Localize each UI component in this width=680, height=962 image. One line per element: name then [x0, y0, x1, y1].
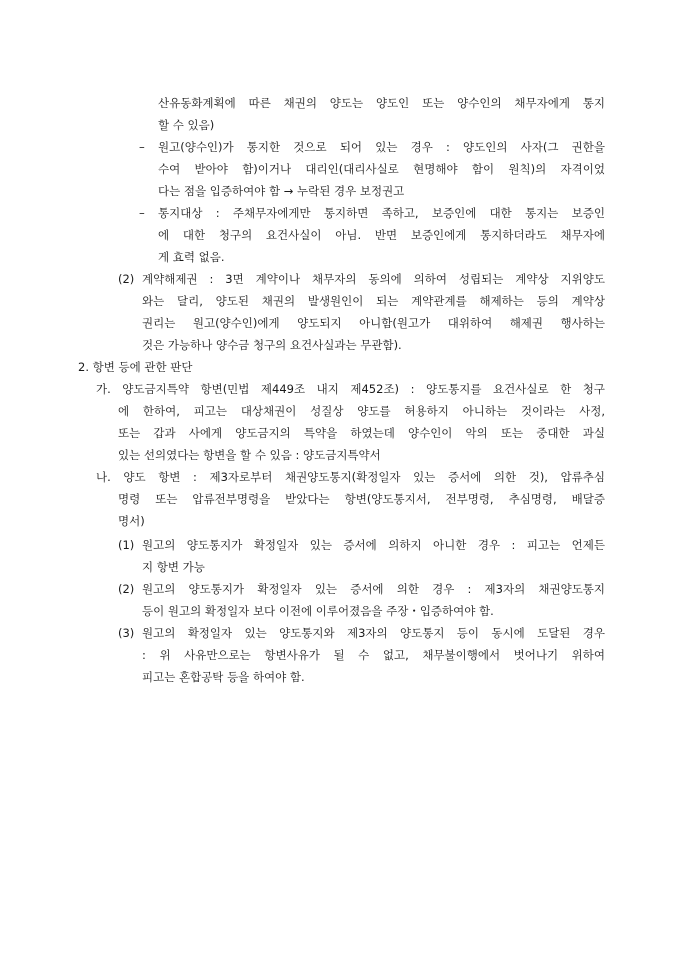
- text-line: 명령 또는 압류전부명령을 받았다는 항변(양도통지서, 전부명령, 추심명령, 배달증: [118, 492, 605, 506]
- list-number: (3): [118, 626, 135, 640]
- text-line: : 위 사유만으로는 항변사유가 될 수 없고, 채무불이행에서 벗어나기 위하여: [142, 648, 605, 662]
- text-line: 수여 받아야 함)이거나 대리인(대리사실로 현명해야 함이 원칙)의 자격이었: [158, 162, 605, 176]
- list-number: (2): [118, 582, 135, 596]
- text-line: 원고의 확정일자 있는 양도통지와 제3자의 양도통지 등이 동시에 도달된 경우: [142, 626, 605, 640]
- list-number: (2): [118, 272, 135, 286]
- list-number: (1): [118, 538, 135, 552]
- text-line: 계약해제권 : 3면 계약이나 채무자의 동의에 의하여 성립되는 계약상 지위양도: [142, 272, 605, 286]
- text-line: 할 수 있음): [158, 118, 215, 132]
- text-line: 산유동화계획에 따른 채권의 양도는 양도인 또는 양수인의 채무자에게 통지: [158, 96, 605, 110]
- text-line: 게 효력 없음.: [158, 250, 225, 264]
- text-line: 것은 가능하나 양수금 청구의 요건사실과는 무관함).: [142, 338, 402, 352]
- text-line: 지 항변 가능: [142, 560, 205, 574]
- text-line: 등이 원고의 확정일자 보다 이전에 이루어졌음을 주장・입증하여야 함.: [142, 604, 494, 618]
- text-line: 피고는 혼합공탁 등을 하여야 함.: [142, 670, 305, 684]
- text-line: 통지대상 : 주채무자에게만 통지하면 족하고, 보증인에 대한 통지는 보증인: [158, 206, 605, 220]
- text-line: 원고의 양도통지가 확정일자 있는 증서에 의한 경우 : 제3자의 채권양도통지: [142, 582, 605, 596]
- list-dash: –: [139, 140, 145, 154]
- text-line: 다는 점을 입증하여야 함 → 누락된 경우 보정권고: [158, 184, 405, 198]
- text-line: 권리는 원고(양수인)에게 양도되지 아니함(원고가 대위하여 해제권 행사하는: [142, 316, 605, 330]
- section-heading: 2. 항변 등에 관한 판단: [78, 360, 193, 374]
- text-line: 있는 선의였다는 항변을 할 수 있음 : 양도금지특약서: [118, 448, 381, 462]
- text-line: 에 대한 청구의 요건사실이 아님. 반면 보증인에게 통지하더라도 채무자에: [158, 228, 605, 242]
- text-line: 가. 양도금지특약 항변(민법 제449조 내지 제452조) : 양도통지를 요건사실로 한 청구: [96, 382, 605, 396]
- text-line: 와는 달리, 양도된 채권의 발생원인이 되는 계약관계를 해제하는 등의 계약상: [142, 294, 605, 308]
- text-line: 또는 갑과 사에게 양도금지의 특약을 하였는데 양수인이 악의 또는 중대한 과실: [118, 426, 605, 440]
- text-line: 나. 양도 항변 : 제3자로부터 채권양도통지(확정일자 있는 증서에 의한 것), 압류추심: [96, 470, 605, 484]
- text-line: 원고(양수인)가 통지한 것으로 되어 있는 경우 : 양도인의 사자(그 권한을: [158, 140, 605, 154]
- text-line: 명서): [118, 514, 145, 528]
- text-line: 원고의 양도통지가 확정일자 있는 증서에 의하지 아니한 경우 : 피고는 언제든: [142, 538, 605, 552]
- list-dash: –: [139, 206, 145, 220]
- text-line: 에 한하여, 피고는 대상채권이 성질상 양도를 허용하지 아니하는 것이라는 사정,: [118, 404, 605, 418]
